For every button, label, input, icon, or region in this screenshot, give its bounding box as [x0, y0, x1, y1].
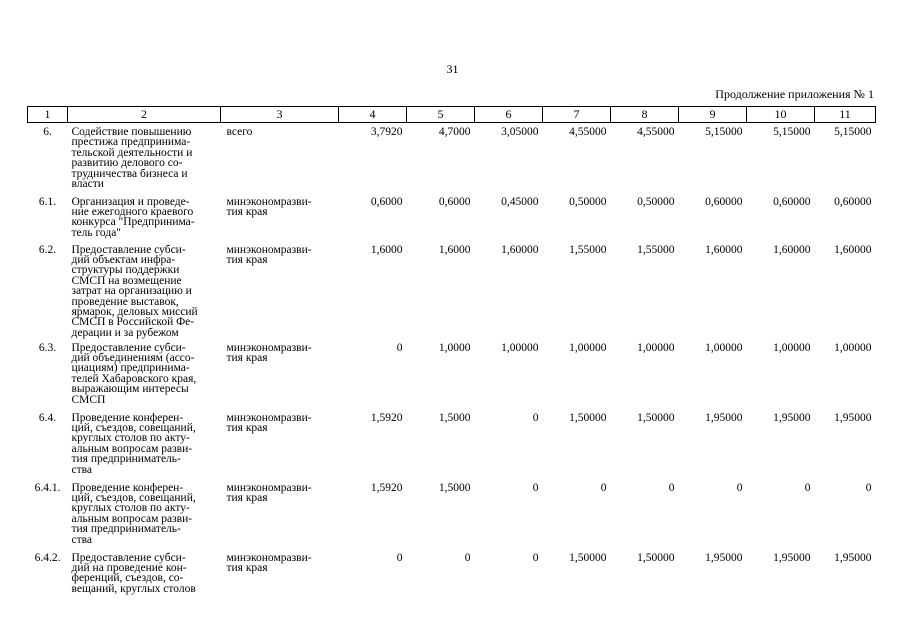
activity-description: Содействие повышению престижа предпринима- тельской деятельности и развитию делового со- трудничества бизнеса и власти	[71, 126, 193, 191]
value-cell: 1,95000	[834, 551, 872, 564]
executor: минэкономразви- тия края	[226, 411, 312, 434]
value-cell: 0	[532, 481, 539, 494]
value-cell: 1,00000	[705, 341, 743, 354]
activity-description: Проведение конферен- ций, съездов, совещаний, круглых столов по акту- альным вопросам разви- тия предприниматель- ства	[71, 481, 196, 546]
value-cell: 4,55000	[569, 126, 607, 138]
value-cell: 0,50000	[569, 195, 607, 208]
value-cell: 1,60000	[501, 243, 539, 256]
column-header: 2	[68, 107, 221, 123]
value-cell: 4,55000	[637, 126, 675, 138]
table-row	[28, 241, 876, 339]
continuation-label: Продолжение приложения № 1	[715, 87, 874, 101]
value-cell: 0,60000	[834, 195, 872, 208]
table-row	[28, 193, 876, 241]
value-cell: 3,7920	[370, 126, 403, 138]
row-number: 6.2.	[38, 243, 57, 256]
value-cell: 1,00000	[501, 341, 539, 354]
value-cell: 1,60000	[773, 243, 811, 256]
value-cell: 1,00000	[637, 341, 675, 354]
column-header: 8	[611, 107, 679, 123]
value-cell: 1,95000	[705, 551, 743, 564]
value-cell: 0,6000	[438, 195, 471, 208]
column-header: 7	[543, 107, 611, 123]
value-cell: 0,60000	[773, 195, 811, 208]
table-row	[28, 123, 876, 193]
value-cell: 0,50000	[637, 195, 675, 208]
value-cell: 0	[532, 411, 539, 424]
value-cell: 4,7000	[438, 126, 471, 138]
value-cell: 0	[668, 481, 675, 494]
value-cell: 1,55000	[637, 243, 675, 256]
executor: минэкономразви- тия края	[226, 341, 312, 364]
header-row	[28, 107, 876, 123]
activity-description: Предоставление субси- дий объединениям (ассо- циациям) предпринима- телей Хабаровского края, выражающим интересы СМСП	[71, 341, 197, 406]
value-cell: 1,6000	[438, 243, 471, 256]
value-cell: 0	[600, 481, 607, 494]
value-cell: 0	[396, 551, 403, 564]
value-cell: 0	[464, 551, 471, 564]
column-header: 3	[221, 107, 339, 123]
column-header: 4	[339, 107, 407, 123]
value-cell: 1,5000	[438, 411, 471, 424]
value-cell: 1,55000	[569, 243, 607, 256]
value-cell: 1,5000	[438, 481, 471, 494]
executor: минэкономразви- тия края	[226, 551, 312, 574]
value-cell: 0,45000	[501, 195, 539, 208]
value-cell: 1,00000	[569, 341, 607, 354]
value-cell: 1,5920	[370, 411, 403, 424]
column-header: 1	[28, 107, 68, 123]
value-cell: 1,5920	[370, 481, 403, 494]
value-cell: 5,15000	[773, 126, 811, 138]
row-number: 6.4.	[38, 411, 57, 424]
value-cell: 0	[736, 481, 743, 494]
table-row	[28, 479, 876, 549]
value-cell: 1,50000	[637, 411, 675, 424]
value-cell: 0,60000	[705, 195, 743, 208]
column-header: 6	[475, 107, 543, 123]
value-cell: 0	[396, 341, 403, 354]
value-cell: 0	[865, 481, 872, 494]
activity-description: Предоставление субси- дий на проведение кон- ференций, съездов, со- вещаний, круглых столов	[71, 551, 196, 595]
value-cell: 1,95000	[773, 411, 811, 424]
row-number: 6.1.	[38, 195, 57, 208]
budget-table	[27, 106, 876, 609]
activity-description: Организация и проведе- ние ежегодного краевого конкурса "Предпринима- тель года"	[71, 195, 195, 239]
value-cell: 1,00000	[773, 341, 811, 354]
value-cell: 1,50000	[637, 551, 675, 564]
activity-description: Предоставление субси- дий объектам инфра- структуры поддержки СМСП на возмещение затрат на организацию и проведение выставок, ярмарок, деловых миссий СМСП в Российской Фе- дерации и за рубежом	[71, 243, 198, 339]
value-cell: 1,50000	[569, 411, 607, 424]
executor: минэкономразви- тия края	[226, 243, 312, 266]
value-cell: 5,15000	[705, 126, 743, 138]
row-number: 6.4.2.	[34, 551, 61, 564]
executor: всего	[226, 126, 253, 138]
value-cell: 1,60000	[834, 243, 872, 256]
page-number: 31	[446, 62, 459, 76]
column-header: 10	[747, 107, 815, 123]
value-cell: 1,0000	[438, 341, 471, 354]
value-cell: 1,50000	[569, 551, 607, 564]
value-cell: 0	[532, 551, 539, 564]
row-number: 6.	[43, 126, 52, 138]
value-cell: 1,95000	[773, 551, 811, 564]
value-cell: 1,60000	[705, 243, 743, 256]
row-number: 6.4.1.	[34, 481, 61, 494]
row-number: 6.3.	[38, 341, 57, 354]
value-cell: 3,05000	[501, 126, 539, 138]
column-header: 11	[815, 107, 876, 123]
value-cell: 1,00000	[834, 341, 872, 354]
column-header: 9	[679, 107, 747, 123]
value-cell: 1,6000	[370, 243, 403, 256]
value-cell: 5,15000	[834, 126, 872, 138]
executor: минэкономразви- тия края	[226, 481, 312, 504]
value-cell: 1,95000	[834, 411, 872, 424]
table-row	[28, 549, 876, 609]
column-header: 5	[407, 107, 475, 123]
activity-description: Проведение конферен- ций, съездов, совещаний, круглых столов по акту- альным вопросам разви- тия предприниматель- ства	[71, 411, 196, 476]
executor: минэкономразви- тия края	[226, 195, 312, 218]
value-cell: 1,95000	[705, 411, 743, 424]
value-cell: 0	[804, 481, 811, 494]
table-row	[28, 339, 876, 409]
value-cell: 0,6000	[370, 195, 403, 208]
table-row	[28, 409, 876, 479]
